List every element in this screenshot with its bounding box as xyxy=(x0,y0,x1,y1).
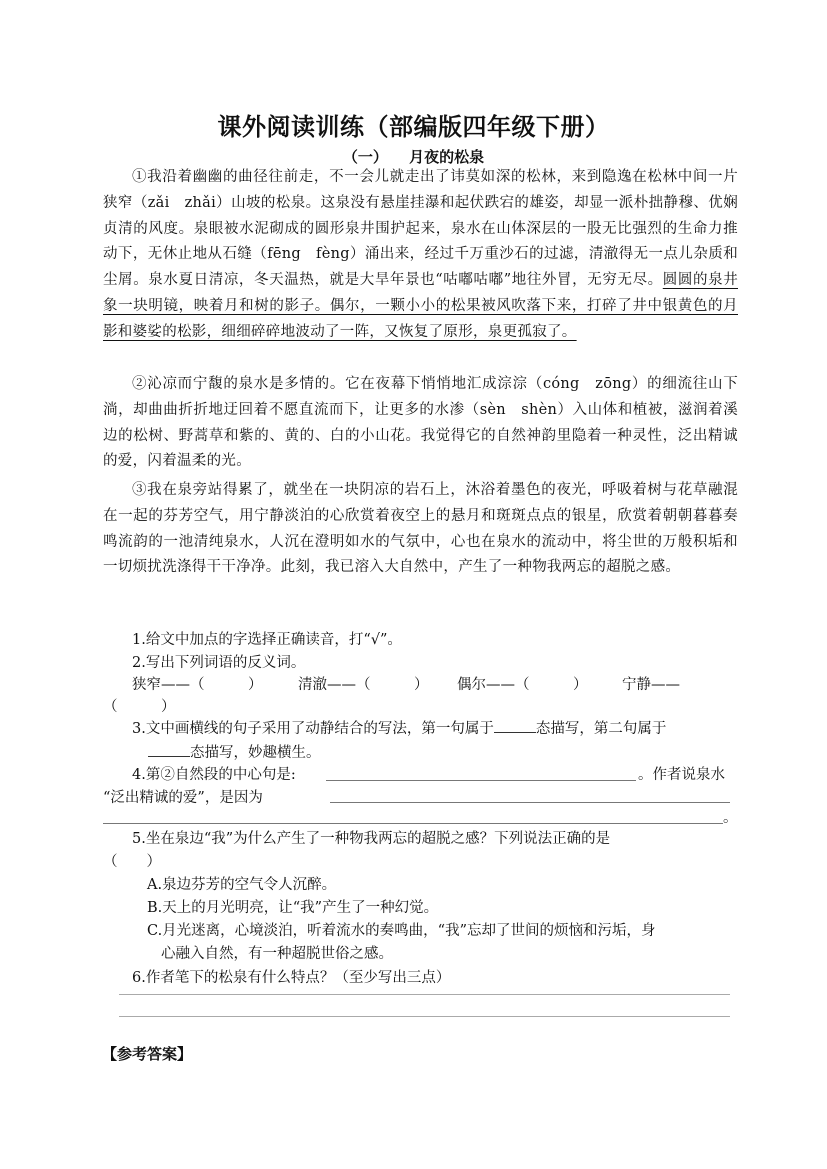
answer-key-heading: 【参考答案】 xyxy=(102,1045,193,1063)
q4-answer-line-3[interactable] xyxy=(103,823,723,824)
q2-item-4-paren[interactable]: （ ） xyxy=(103,699,176,715)
question-6: 6.作者笔下的松泉有什么特点？（至少写出三点） xyxy=(132,970,451,986)
paragraph-2: ②沁凉而宁馥的泉水是多情的。它在夜幕下悄悄地汇成淙淙（cóng zōng）的细流往山下淌，却曲曲折折地迂回着不愿直流而下，让更多的水渗（sèn shèn）入山体和植被，滋润着溪边的松树、野蒿草和紫的、黄的、白的小山花。我觉得它的自然神韵里隐着一种灵性，泛出精诚的爱，闪着温柔的光。 xyxy=(103,376,738,470)
q2-item-3[interactable]: 偶尔——（ ） xyxy=(457,677,588,693)
q5-option-a[interactable]: A.泉边芬芳的空气令人沉醉。 xyxy=(147,877,337,893)
q4-answer-line-2[interactable] xyxy=(330,802,730,803)
q2-item-2[interactable]: 清澈——（ ） xyxy=(298,677,429,693)
question-2: 2.写出下列词语的反义词。 xyxy=(132,655,306,671)
section-name: 月夜的松泉 xyxy=(409,148,485,166)
q2-item-4[interactable]: 宁静—— xyxy=(622,677,680,693)
q4-text-b: 。作者说泉水 xyxy=(638,767,725,783)
q3-text-c: 态描写，妙趣横生。 xyxy=(190,745,321,761)
question-3-line-1 xyxy=(132,716,666,742)
q4-text-a: 4.第②自然段的中心句是: xyxy=(132,767,296,783)
paragraph-1 xyxy=(103,165,738,346)
q5-option-b[interactable]: B.天上的月光明亮，让“我”产生了一种幻觉。 xyxy=(147,900,439,916)
q3-blank-2[interactable] xyxy=(148,742,190,757)
q2-item-1[interactable]: 狭窄——（ ） xyxy=(132,677,263,693)
q5-option-c-line-1[interactable]: C.月光迷离，心境淡泊，听着流水的奏鸣曲，“我”忘却了世间的烦恼和污垢，身 xyxy=(147,923,656,939)
q3-blank-1[interactable] xyxy=(494,718,536,733)
section-number: （一） xyxy=(342,148,388,166)
page-title: 课外阅读训练（部编版四年级下册） xyxy=(217,113,610,141)
section-title xyxy=(0,146,827,167)
q4-text-c: “泛出精诚的爱”，是因为 xyxy=(103,790,263,806)
underlined-sentence: 圆圆的泉井象一块明镜，映着月和树的影子。偶尔，一颗小小的松果被风吹落下来，打碎了井中银黄色的月影和婆娑的松影，细细碎碎地波动了一阵，又恢复了原形，泉更孤寂了。 xyxy=(103,272,738,340)
paragraph-3: ③我在泉旁站得累了，就坐在一块阴凉的岩石上，沐浴着墨色的夜光，呼吸着树与花草融混在一起的芬芳空气，用宁静淡泊的心欣赏着夜空上的悬月和斑斑点点的银星，欣赏着朝朝暮暮奏鸣流韵的一池清纯泉水，人沉在澄明如水的气氛中，心也在泉水的流动中，将尘世的万般积垢和一切烦扰洗涤得干干净净。此刻，我已溶入大自然中，产生了一种物我两忘的超脱之感。 xyxy=(103,482,738,576)
q4-end: 。 xyxy=(723,810,738,826)
q4-answer-line-1[interactable] xyxy=(326,780,636,781)
question-1: 1.给文中加点的字选择正确读音，打“√”。 xyxy=(132,632,402,648)
question-5: 5.坐在泉边“我”为什么产生了一种物我两忘的超脱之感？下列说法正确的是 xyxy=(132,831,611,847)
q5-answer-paren[interactable]: （ ） xyxy=(103,854,161,870)
q3-text-a: 3.文中画横线的句子采用了动静结合的写法，第一句属于 xyxy=(132,721,494,737)
q3-text-b: 态描写，第二句属于 xyxy=(535,721,667,737)
paragraph-1-text: ①我沿着幽幽的曲径往前走，不一会儿就走出了讳莫如深的松林，来到隐逸在松林中间一片狭窄（zǎi zhǎi）山坡的松泉。这泉没有悬崖挂瀑和起伏跌宕的雄姿，却显一派朴拙静穆、优娴贞清的风度。泉眼被水泥砌成的圆形泉井围护起来，泉水在山体深层的一股无比强烈的生命力推动下，无休止地从石缝（fēng fèng）涌出来，经过千万重沙石的过滤，清澈得无一点儿杂质和尘屑。泉水夏日清凉，冬天温热，就是大旱年景也“咕嘟咕嘟”地往外冒，无穷无尽。 xyxy=(103,169,738,289)
q6-answer-line-1[interactable] xyxy=(119,994,730,995)
q5-option-c-line-2[interactable]: 心融入自然，有一种超脱世俗之感。 xyxy=(161,946,393,962)
q6-answer-line-2[interactable] xyxy=(119,1016,730,1017)
